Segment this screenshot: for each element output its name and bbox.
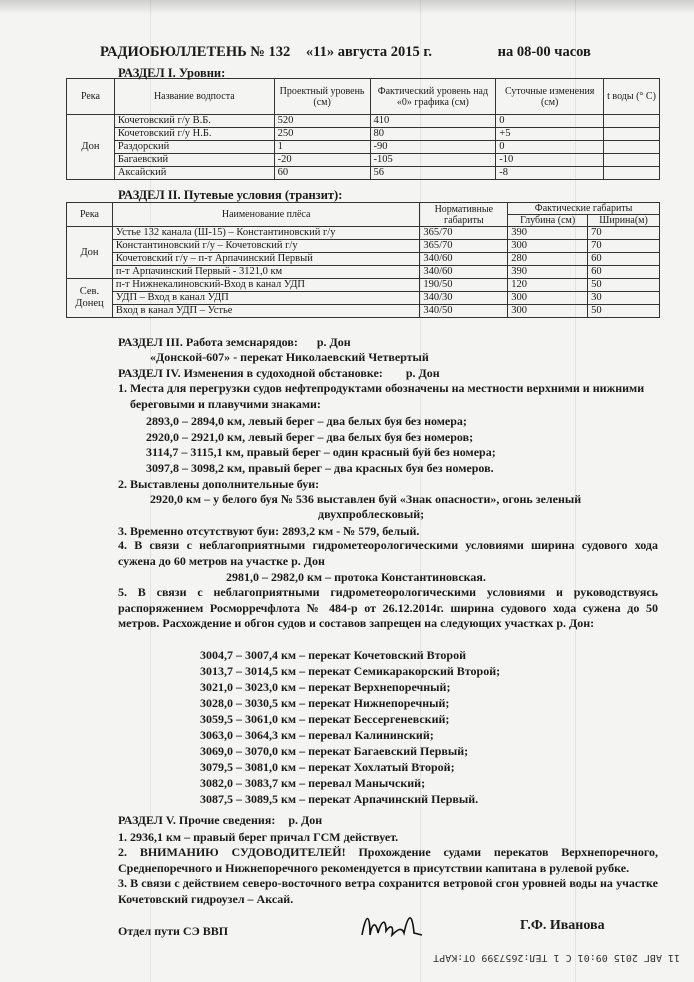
norm-dims: 340/50 (420, 305, 508, 318)
section4-river: р. Дон (405, 366, 440, 380)
depth: 120 (508, 279, 588, 292)
table-row (67, 266, 660, 279)
route-header-row (67, 203, 660, 215)
section5-title: РАЗДЕЛ V. Прочие сведения: (118, 813, 276, 827)
list-item: 3069,0 – 3070,0 км – перекат Багаевский Первый; (200, 744, 469, 758)
width: 60 (588, 266, 660, 279)
list-item: 3114,7 – 3115,1 км, правый берег – один красный буй без номера; (146, 445, 496, 459)
river-cell: Дон (67, 227, 113, 279)
section4-title: РАЗДЕЛ IV. Изменения в судоходной обстановке: (118, 366, 383, 380)
table-row (67, 253, 660, 266)
bulletin-time: на 08-00 часов (497, 44, 591, 60)
section5-item1: 1. 2936,1 км – правый берег причал ГСМ действует. (118, 830, 399, 844)
table-row (67, 305, 660, 318)
norm-dims: 340/60 (420, 253, 508, 266)
water-temp (604, 141, 660, 154)
water-temp (604, 128, 660, 141)
daily-change: 0 (496, 115, 604, 128)
table-row (67, 128, 660, 141)
water-temp (604, 154, 660, 167)
depth: 300 (508, 305, 588, 318)
daily-change: 0 (496, 141, 604, 154)
norm-dims: 190/50 (420, 279, 508, 292)
list-item: 3059,5 – 3061,0 км – перекат Бессергеневский; (200, 712, 450, 726)
col-header: Фактические габариты (508, 203, 660, 215)
section5-item2: 2. ВНИМАНИЮ СУДОВОДИТЕЛЕЙ! Прохождение судами перекатов Верхнепоречного, Среднепоречного и Нижнепоречного рекомендуется в присутствии капитана в рулевой рубке. (118, 845, 658, 875)
col-header: Название водпоста (114, 79, 274, 115)
water-temp (604, 167, 660, 180)
daily-change: +5 (496, 128, 604, 141)
reach-name: Вход в канал УДП – Устье (112, 305, 419, 318)
actual-level: -90 (370, 141, 496, 154)
depth: 390 (508, 266, 588, 279)
design-level: 520 (274, 115, 370, 128)
department-label: Отдел пути СЭ ВВП (118, 924, 229, 938)
actual-level: 80 (370, 128, 496, 141)
route-table (66, 202, 660, 318)
table-row (67, 227, 660, 240)
section4-item4-line: 2981,0 – 2982,0 км – протока Константиновская. (226, 570, 486, 584)
design-level: -20 (274, 154, 370, 167)
list-item: 3004,7 – 3007,4 км – перекат Кочетовский Второй (200, 648, 466, 662)
col-header: Река (67, 203, 113, 227)
width: 60 (588, 253, 660, 266)
table-row (67, 167, 660, 180)
table-row (67, 115, 660, 128)
reach-name: Константиновский г/у – Кочетовский г/у (112, 240, 419, 253)
list-item: 3087,5 – 3089,5 км – перекат Арпачинский Первый. (200, 792, 479, 806)
section4-item4: 4. В связи с неблагоприятными гидрометеорологическими условиями ширина судового хода сужена до 60 метров на участке р. Дон (118, 538, 658, 568)
list-item: 3079,5 – 3081,0 км – перекат Хохлатый Второй; (200, 760, 455, 774)
daily-change: -8 (496, 167, 604, 180)
bulletin-date: «11» августа 2015 г. (305, 44, 432, 60)
col-header: t воды (° C) (604, 79, 660, 115)
norm-dims: 340/30 (420, 292, 508, 305)
section4-item2-line1: 2920,0 км – у белого буя № 536 выставлен буй «Знак опасности», огонь зеленый (150, 492, 582, 506)
section3-dredger: «Донской-607» - перекат Николаевский Четвертый (150, 350, 429, 364)
reach-name: п-т Арпачинский Первый - 3121,0 км (112, 266, 419, 279)
river-cell: Сев. Донец (67, 279, 113, 318)
section4-item3: 3. Временно отсутствуют буи: 2893,2 км - № 579, белый. (118, 524, 420, 538)
table-row (67, 279, 660, 292)
col-header: Проектный уровень (см) (274, 79, 370, 115)
depth: 280 (508, 253, 588, 266)
list-item: 2920,0 – 2921,0 км, левый берег – два белых буя без номеров; (146, 430, 474, 444)
gauge-name: Багаевский (114, 154, 274, 167)
design-level: 1 (274, 141, 370, 154)
table-row (67, 141, 660, 154)
gauge-name: Аксайский (114, 167, 274, 180)
depth: 300 (508, 240, 588, 253)
section5-item3: 3. В связи с действием северо-восточного ветра сохранится ветровой сгон уровней воды на участке Кочетовский гидроузел – Аксай. (118, 876, 658, 906)
col-header: Суточные изменения (см) (496, 79, 604, 115)
levels-table (66, 78, 660, 180)
section4-item5: 5. В связи с неблагоприятными гидрометеорологическими условиями и руководствуясь распоряжением Росморречфлота № 484-р от 26.12.2014г. ширина судового хода сужена до 50 метров. Расхождение и обгон судов и составов запрещен на следующих участках р. Дон: (118, 585, 658, 630)
section3-heading (118, 335, 351, 349)
signature-mark (356, 905, 426, 945)
width: 30 (588, 292, 660, 305)
table-row (67, 240, 660, 253)
section1-title: РАЗДЕЛ I. Уровни: (118, 66, 226, 80)
list-item: 2893,0 – 2894,0 км, левый берег – два белых буя без номера; (146, 414, 467, 428)
section4-item1: 1. Места для перегрузки судов нефтепродуктами обозначены на местности верхними и нижними береговыми и плавучими знаками: (118, 381, 645, 411)
levels-header-row (67, 79, 660, 115)
section5-river: р. Дон (288, 813, 323, 827)
norm-dims: 365/70 (420, 240, 508, 253)
reach-name: УДП – Вход в канал УДП (112, 292, 419, 305)
col-header: Наименование плёса (112, 203, 419, 227)
width: 70 (588, 227, 660, 240)
width: 50 (588, 279, 660, 292)
col-header: Река (67, 79, 115, 115)
gauge-name: Кочетовский г/у В.Б. (114, 115, 274, 128)
reach-name: п-т Нижнекалиновский-Вход в канал УДП (112, 279, 419, 292)
list-item: 3063,0 – 3064,3 км – перевал Калининский; (200, 728, 434, 742)
bulletin-header (100, 44, 660, 61)
gauge-name: Кочетовский г/у Н.Б. (114, 128, 274, 141)
section4-item2: 2. Выставлены дополнительные буи: (118, 477, 320, 491)
norm-dims: 340/60 (420, 266, 508, 279)
col-header: Нормативные габариты (420, 203, 508, 227)
norm-dims: 365/70 (420, 227, 508, 240)
actual-level: -105 (370, 154, 496, 167)
actual-level: 410 (370, 115, 496, 128)
table-row (67, 154, 660, 167)
list-item: 3013,7 – 3014,5 км – перекат Семикаракорский Второй; (200, 664, 501, 678)
list-item: 3082,0 – 3083,7 км – перевал Манычский; (200, 776, 426, 790)
depth: 390 (508, 227, 588, 240)
design-level: 250 (274, 128, 370, 141)
water-temp (604, 115, 660, 128)
col-header: Фактический уровень над «0» графика (см) (370, 79, 496, 115)
gauge-name: Раздорский (114, 141, 274, 154)
fax-top-band (0, 0, 694, 14)
actual-level: 56 (370, 167, 496, 180)
col-header: Ширина(м) (588, 215, 660, 227)
section5-heading (118, 813, 322, 827)
daily-change: -10 (496, 154, 604, 167)
section4-item2-line2: двухпроблесковый; (318, 507, 425, 521)
signatory-name: Г.Ф. Иванова (520, 918, 605, 933)
depth: 300 (508, 292, 588, 305)
reach-name: Кочетовский г/у – п-т Арпачинский Первый (112, 253, 419, 266)
section4-heading (118, 366, 440, 380)
section3-title: РАЗДЕЛ III. Работа земснарядов: (118, 335, 298, 349)
list-item: 3097,8 – 3098,2 км, правый берег – два красных буя без номеров. (146, 461, 494, 475)
reach-name: Устье 132 канала (Ш-15) – Константиновский г/у (112, 227, 419, 240)
list-item: 3028,0 – 3030,5 км – перекат Нижнепоречный; (200, 696, 450, 710)
table-row (67, 292, 660, 305)
width: 70 (588, 240, 660, 253)
bulletin-title: РАДИОБЮЛЛЕТЕНЬ № 132 (100, 44, 291, 60)
col-header: Глубина (см) (508, 215, 588, 227)
list-item: 3021,0 – 3023,0 км – перекат Верхнепоречный; (200, 680, 451, 694)
river-cell: Дон (67, 115, 115, 180)
design-level: 60 (274, 167, 370, 180)
width: 50 (588, 305, 660, 318)
section3-river: р. Дон (316, 335, 351, 349)
section2-title: РАЗДЕЛ II. Путевые условия (транзит): (118, 188, 343, 202)
fax-transmission-line: 11 АВГ 2015 09:01 С 1 ТЕЛ:2657399 ОТ:КАРТ (433, 952, 680, 963)
